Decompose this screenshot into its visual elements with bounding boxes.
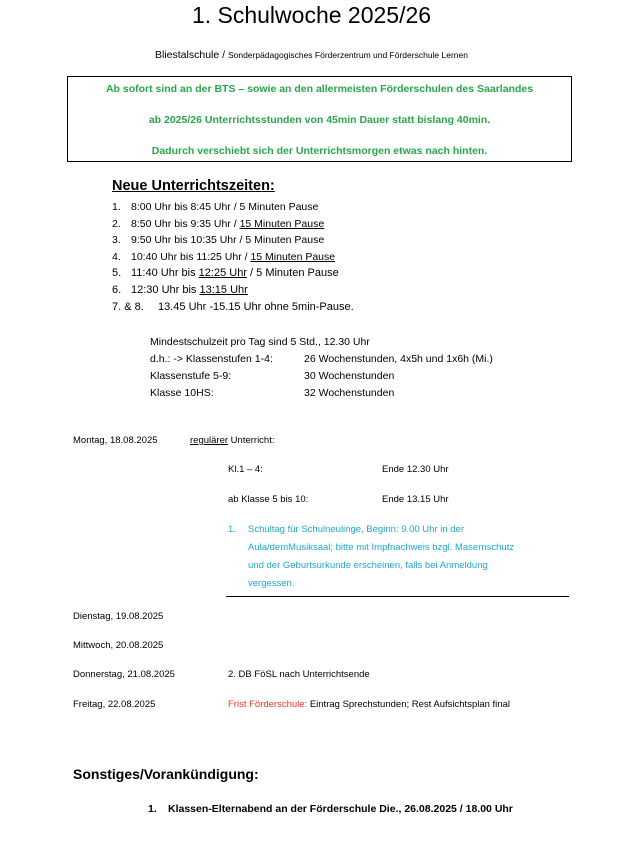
mindest-label: Klassenstufe 5-9:: [150, 370, 232, 382]
school-name: Bliestalschule /: [155, 49, 228, 61]
mindest-block: [150, 334, 493, 402]
day-freitag: Freitag, 22.08.2025: [73, 699, 156, 710]
montag-note: [190, 435, 275, 446]
freitag-note-text: Eintrag Sprechstunden; Rest Aufsichtsplan final: [307, 699, 510, 710]
klasse-value: Ende 13.15 Uhr: [382, 494, 449, 505]
zeiten-list: [112, 199, 354, 315]
mindest-row: [150, 385, 395, 402]
row-text-end: / 5 Minuten Pause: [246, 267, 339, 280]
mindest-line: Mindestschulzeit pro Tag sind 5 Std., 12.30 Uhr: [150, 336, 370, 348]
row-number: 4.: [112, 250, 121, 263]
row-number: 5.: [112, 267, 122, 280]
announcement-item: [148, 803, 513, 815]
row-text: 8:50 Uhr bis 9:35 Uhr /: [131, 217, 240, 230]
mindest-row: [150, 351, 493, 368]
zeiten-row: [112, 199, 354, 216]
row-text: 12:30 Uhr bis: [131, 283, 200, 296]
divider: [226, 596, 569, 597]
mindest-value: 32 Wochenstunden: [304, 387, 395, 399]
notice-box: [67, 76, 572, 162]
row-number: 2.: [112, 217, 121, 230]
page-title: 1. Schulwoche 2025/26: [191, 2, 432, 28]
announcement-text: Klassen-Elternabend an der Förderschule Die., 26.08.2025 / 18.00 Uhr: [168, 803, 513, 815]
day-montag: Montag, 18.08.2025: [73, 435, 158, 446]
montag-note-text: Unterricht:: [228, 435, 275, 446]
row-underlined: 15 Minuten Pause: [239, 217, 325, 230]
note-line: Schultag für Schulneulinge, Beginn: 9.00 Uhr in der: [248, 524, 464, 535]
mindest-value: 26 Wochenstunden, 4x5h und 1x6h (Mi.): [304, 353, 493, 365]
klasse-label: Kl.1 – 4:: [228, 464, 263, 475]
row-underlined: 15 Minuten Pause: [250, 250, 336, 263]
day-donnerstag: Donnerstag, 21.08.2025: [73, 669, 175, 680]
note-line: und der Geburtsurkunde erscheinen, falls bei Anmeldung: [248, 560, 488, 571]
day-mittwoch: Mittwoch, 20.08.2025: [73, 640, 164, 651]
row-underlined: 13:15 Uhr: [199, 283, 248, 296]
klasse-value: Ende 12.30 Uhr: [382, 464, 449, 475]
freitag-note: [228, 699, 510, 710]
row-text: 8:00 Uhr bis 8:45 Uhr / 5 Minuten Pause: [131, 201, 319, 213]
row-underlined: 12:25 Uhr: [198, 267, 247, 280]
row-text: 13.45 Uhr -15.15 Uhr ohne 5min-Pause.: [158, 300, 354, 313]
note-line: Aula/demMusiksaal; bitte mit Impfnachweis bzgl. Masernschutz: [248, 542, 515, 553]
note-line: vergessen.: [248, 578, 295, 589]
row-number: 6.: [112, 283, 122, 296]
notice-line-3: Dadurch verschiebt sich der Unterrichtsmorgen etwas nach hinten.: [151, 145, 488, 157]
mindest-value: 30 Wochenstunden: [304, 370, 395, 382]
day-dienstag: Dienstag, 19.08.2025: [73, 611, 164, 622]
zeiten-row: [112, 216, 354, 233]
montag-note-underlined: regulärer: [190, 435, 229, 446]
donnerstag-note: 2. DB FöSL nach Unterrichtsende: [228, 669, 370, 680]
school-subtitle: Sonderpädagogisches Förderzentrum und Förderschule Lernen: [227, 50, 468, 60]
klasse-label: ab Klasse 5 bis 10:: [228, 494, 309, 505]
announcement-number: 1.: [148, 803, 157, 815]
row-text: 10:40 Uhr bis 11:25 Uhr /: [131, 250, 251, 263]
row-number: 3.: [112, 234, 121, 247]
school-line: [0, 49, 623, 61]
notice-line-2: ab 2025/26 Unterrichtsstunden von 45min Dauer statt bislang 40min.: [148, 114, 491, 126]
row-number: 1.: [112, 201, 121, 213]
mindest-row: [150, 368, 395, 385]
notice-line-1: Ab sofort sind an der BTS – sowie an den allermeisten Förderschulen des Saarlandes: [105, 83, 534, 95]
schulneulinge-note: [228, 521, 568, 593]
frist-label: Frist Förderschule:: [228, 699, 308, 710]
mindest-label: Klasse 10HS:: [150, 387, 214, 399]
row-number: 7. & 8.: [112, 300, 144, 313]
zeiten-row: [112, 232, 354, 249]
zeiten-row: [112, 265, 354, 282]
row-text: 11:40 Uhr bis: [131, 267, 199, 280]
row-text: 9:50 Uhr bis 10:35 Uhr / 5 Minuten Pause: [131, 234, 325, 247]
zeiten-heading: Neue Unterrichtszeiten:: [112, 178, 275, 194]
zeiten-row: [112, 249, 354, 266]
zeiten-row: [112, 282, 354, 299]
zeiten-row: [112, 299, 354, 316]
mindest-label: d.h.: -> Klassenstufen 1-4:: [150, 353, 273, 365]
sonstiges-heading: Sonstiges/Vorankündigung:: [73, 766, 259, 782]
note-number: 1.: [228, 524, 236, 535]
